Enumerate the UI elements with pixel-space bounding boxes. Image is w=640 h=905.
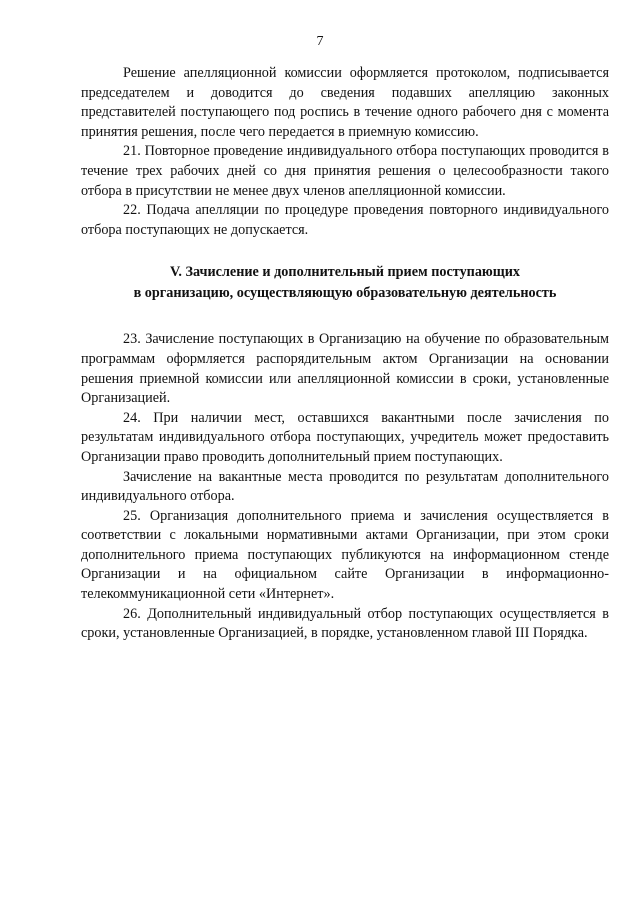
page-number: 7 [316,34,324,49]
section-heading-line-2: в организацию, осуществляющую образовательную деятельность [133,285,557,302]
document-body [81,64,609,644]
paragraph-21: 21. Повторное проведение индивидуального отбора поступающих проводится в течение трех рабочих дней со дня принятия решения о целесообразности такого отбора в присутствии не менее двух членов апелляционной комиссии. [81,143,609,199]
paragraph-appeal-decision: Решение апелляционной комиссии оформляется протоколом, подписывается председателем и доводится до сведения подавших апелляцию законных представителей поступающего под роспись в течение одного рабочего дня с момента принятия решения, после чего передается в приемную комиссию. [81,65,609,140]
paragraph-26: 26. Дополнительный индивидуальный отбор поступающих осуществляется в сроки, установленные Организацией, в порядке, установленном главой III Порядка. [81,605,609,642]
paragraph-22: 22. Подача апелляции по процедуре проведения повторного индивидуального отбора поступающих не допускается. [81,202,609,238]
paragraph-vacant-enrollment: Зачисление на вакантные места проводится по результатам дополнительного индивидуального отбора. [81,468,609,505]
section-heading-line-1: V. Зачисление и дополнительный прием поступающих [169,264,521,281]
paragraph-25: 25. Организация дополнительного приема и зачисления осуществляется в соответствии с локальными нормативными актами Организации, при этом сроки дополнительного приема поступающих публикуются на информационном стенде Организации и на официальном сайте Организации в информационно-телекоммуникационной сети «Интернет». [81,507,609,603]
section-heading [81,262,609,304]
paragraph-24: 24. При наличии мест, оставшихся вакантными после зачисления по результатам индивидуального отбора поступающих, учредитель может предоставить Организации право проводить дополнительный прием поступающих. [81,409,609,465]
paragraph-23: 23. Зачисление поступающих в Организацию на обучение по образовательным программам оформляется распорядительным актом Организации на основании решения приемной комиссии или апелляционной комиссии в сроки, установленные Организацией. [81,331,609,407]
